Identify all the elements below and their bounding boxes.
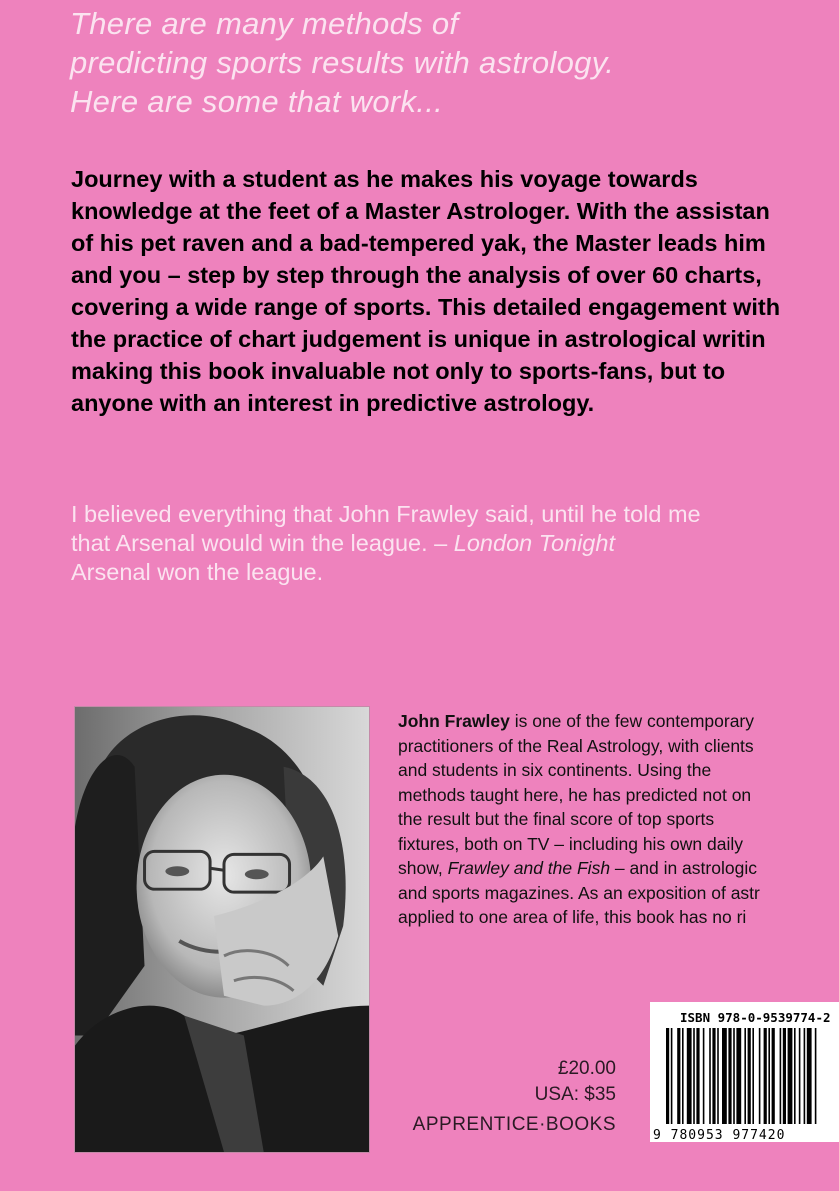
author-name: John Frawley [398, 711, 510, 731]
quote-text: that Arsenal would win the league. – [71, 530, 454, 556]
tagline [70, 4, 830, 121]
isbn-label: ISBN 978-0-9539774-2 [680, 1010, 831, 1025]
bio-line-4: methods taught here, he has predicted not on [398, 784, 752, 805]
quote-line-2 [71, 529, 839, 558]
price-block [390, 1056, 616, 1108]
barcode-graphic [650, 1028, 839, 1128]
price-uk: £20.00 [557, 1058, 616, 1079]
bio-line-9: applied to one area of life, this book has no ri [398, 907, 747, 927]
barcode-bar [759, 1028, 761, 1124]
barcode-bars [650, 1028, 839, 1142]
barcode-digits: 9 780953 977420 [653, 1128, 786, 1142]
bio-line-1-text: is one of the few contemporary [509, 711, 754, 731]
quote-line-1: I believed everything that John Frawley said, until he told me [71, 501, 701, 527]
author-portrait-image [75, 707, 369, 1152]
author-bio [398, 709, 839, 930]
barcode-bar [772, 1028, 775, 1124]
bio-line-8: and sports magazines. As an exposition of astr [398, 882, 760, 903]
author-photo [74, 706, 370, 1153]
blurb-line-7: making this book invaluable not only to sports-fans, but to [71, 358, 726, 384]
bio-line-2: practitioners of the Real Astrology, with clients [398, 735, 754, 756]
barcode-bar [815, 1028, 817, 1124]
quote-line-3: Arsenal won the league. [71, 559, 324, 585]
publisher-name: APPRENTICE·BOOKS [412, 1114, 616, 1135]
barcode-bar [736, 1028, 741, 1124]
bio-line-7 [398, 856, 839, 881]
barcode-bar [807, 1028, 812, 1124]
quote-source: London Tonight [453, 530, 615, 556]
blurb-line-1: Journey with a student as he makes his voyage towards [71, 166, 698, 192]
blurb-line-6: the practice of chart judgement is unique in astrological writin [71, 326, 766, 352]
barcode-bar [712, 1028, 715, 1124]
bio-line-7-rest: – and in astrologic [610, 858, 757, 878]
bio-line-5: the result but the final score of top sports [398, 809, 715, 829]
barcode-bar [717, 1028, 719, 1124]
blurb-line-4: and you – step by step through the analysis of over 60 charts, [71, 262, 762, 288]
blurb-line-5: covering a wide range of sports. This detailed engagement with [71, 294, 781, 320]
barcode-bar [671, 1028, 673, 1124]
bio-line-6: fixtures, both on TV – including his own daily [398, 833, 744, 854]
barcode-bar [666, 1028, 669, 1124]
blurb-line-8: anyone with an interest in predictive astrology. [71, 390, 595, 416]
barcode-bar [728, 1028, 731, 1124]
tagline-line-2: predicting sports results with astrology. [70, 45, 615, 80]
barcode-bar [709, 1028, 711, 1124]
barcode-bar [703, 1028, 705, 1124]
barcode-bar [788, 1028, 793, 1124]
press-quote [71, 500, 839, 587]
isbn-barcode [650, 1002, 839, 1142]
barcode-bar [677, 1028, 680, 1124]
barcode-bar [794, 1028, 796, 1124]
bio-line-7-text: show, [398, 858, 448, 878]
barcode-bar [693, 1028, 695, 1124]
barcode-bar [764, 1028, 767, 1124]
tagline-line-3: Here are some that work... [70, 84, 444, 119]
barcode-bar [722, 1028, 727, 1124]
barcode-bar [748, 1028, 751, 1124]
price-usa: USA: $35 [534, 1084, 616, 1105]
barcode-bar [752, 1028, 754, 1124]
barcode-bar [799, 1028, 801, 1124]
book-blurb [71, 163, 839, 419]
barcode-bar [696, 1028, 699, 1124]
barcode-bar [780, 1028, 782, 1124]
barcode-bar [687, 1028, 692, 1124]
barcode-bar [768, 1028, 770, 1124]
barcode-bar [744, 1028, 746, 1124]
blurb-line-2: knowledge at the feet of a Master Astrologer. With the assistan [71, 198, 770, 224]
barcode-bar [733, 1028, 735, 1124]
barcode-bar [804, 1028, 806, 1124]
blurb-line-3: of his pet raven and a bad-tempered yak, the Master leads him [71, 230, 766, 256]
bio-line-1 [398, 709, 839, 734]
show-title: Frawley and the Fish [447, 858, 611, 878]
tagline-line-1: There are many methods of [70, 6, 459, 41]
bio-line-3: and students in six continents. Using the [398, 760, 712, 780]
barcode-bar [783, 1028, 786, 1124]
barcode-bar [682, 1028, 684, 1124]
